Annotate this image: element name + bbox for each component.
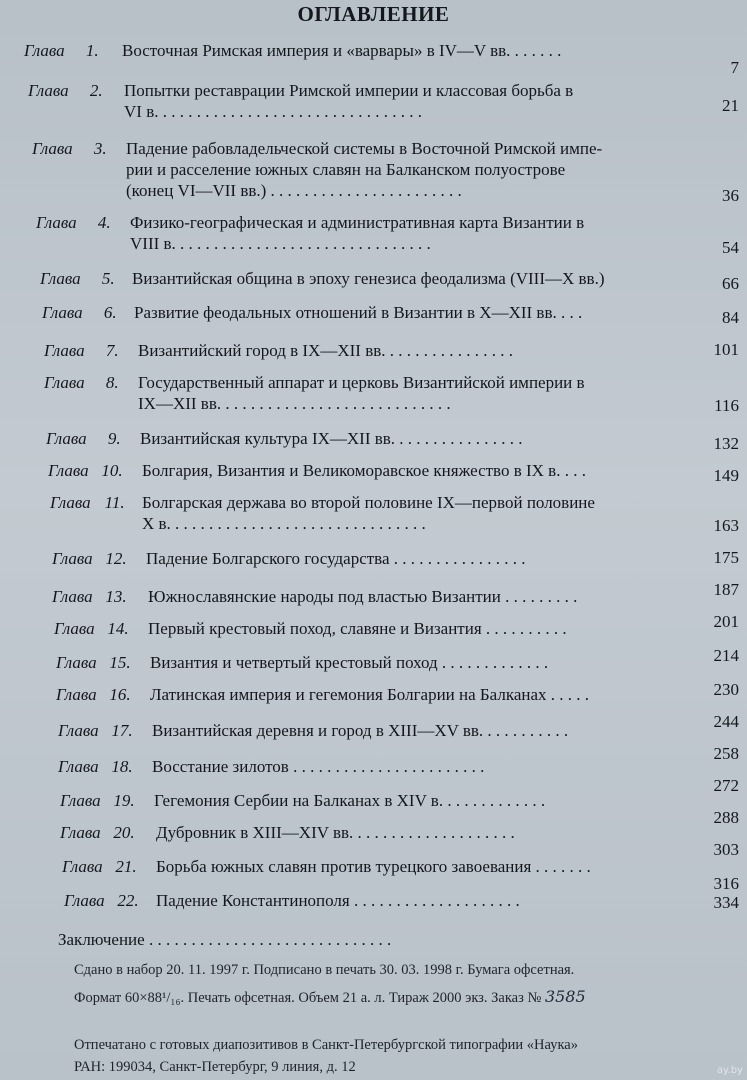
chapter-number: 6. [103, 303, 117, 322]
page-number: 272 [713, 776, 739, 795]
chapter-title [150, 684, 589, 705]
chapter-title-line: рии и расселение южных славян на Балканском полуострове [126, 160, 566, 179]
chapter-title-line: Восстание зилотов . . . . . . . . . . . . . . . . . . . . . . . [152, 757, 485, 776]
chapter-label [24, 40, 134, 61]
chapter-word: Глава [60, 823, 101, 842]
conclusion-entry [58, 930, 391, 950]
chapter-word: Глава [64, 891, 105, 910]
chapter-title [146, 548, 526, 569]
page-number: 54 [722, 238, 739, 257]
chapter-title [152, 720, 568, 741]
page-title: ОГЛАВЛЕНИЕ [297, 2, 450, 26]
chapter-title-line: Восточная Римская империя и «варвары» в IV—V вв. . . . . . . [122, 41, 562, 60]
chapter-label [52, 586, 162, 607]
chapter-number: 15. [109, 653, 131, 672]
chapter-number: 16. [109, 685, 131, 704]
page-number: 36 [722, 186, 739, 205]
chapter-title-line: Болгария, Византия и Великоморавское княжество в IX в. . . . [142, 461, 586, 480]
chapter-word: Глава [56, 653, 97, 672]
chapter-word: Глава [48, 461, 89, 480]
chapter-number: 14. [107, 619, 129, 638]
chapter-word: Глава [24, 41, 65, 60]
chapter-title-line: Болгарская держава во второй половине IX—первой половине [142, 493, 595, 512]
chapter-title [130, 212, 584, 254]
chapter-title-line: Латинская империя и гегемония Болгарии на Балканах . . . . . [150, 685, 590, 704]
imprint-line-4: РАН: 199034, Санкт-Петербург, 9 линия, д. 12 [74, 1059, 356, 1075]
chapter-title [122, 40, 561, 61]
chapter-number: 13. [105, 587, 127, 606]
chapter-number: 2. [89, 81, 103, 100]
chapter-number: 7. [105, 341, 119, 360]
chapter-title [126, 138, 602, 201]
chapter-title-line: IX—XII вв. . . . . . . . . . . . . . . . . . . . . . . . . . . . [138, 394, 451, 413]
chapter-title-line: Византия и четвертый крестовый поход . . . . . . . . . . . . . [150, 653, 549, 672]
chapter-word: Глава [42, 303, 83, 322]
chapter-label [28, 80, 138, 101]
chapter-word: Глава [44, 373, 85, 392]
page-number: 66 [722, 274, 739, 293]
chapter-number: 8. [105, 373, 119, 392]
imprint-format-text: Формат 60×88¹/₁₆. Печать офсетная. Объем 21 а. л. Тираж 2000 экз. Заказ № [74, 990, 542, 1006]
page-number: 187 [713, 580, 739, 599]
chapter-title-line: VIII в. . . . . . . . . . . . . . . . . . . . . . . . . . . . . . . [130, 234, 431, 253]
page-number: 288 [713, 808, 739, 827]
page-number: 214 [713, 646, 739, 665]
page-number: 163 [713, 516, 739, 535]
chapter-title [152, 756, 484, 777]
chapter-title [148, 618, 567, 639]
page-number: 201 [713, 612, 739, 631]
chapter-title-line: VI в. . . . . . . . . . . . . . . . . . . . . . . . . . . . . . . . [124, 102, 422, 121]
chapter-title [138, 340, 513, 361]
chapter-word: Глава [46, 429, 87, 448]
chapter-title [154, 790, 545, 811]
chapter-number: 10. [101, 461, 123, 480]
chapter-number: 3. [93, 139, 107, 158]
chapter-word: Глава [56, 685, 97, 704]
chapter-title-line: Византийский город в IX—XII вв. . . . . . . . . . . . . . . . [138, 341, 513, 360]
chapter-number: 18. [111, 757, 133, 776]
chapter-number: 5. [101, 269, 115, 288]
page-number: 116 [714, 396, 739, 415]
chapter-title [142, 460, 586, 481]
chapter-title-line: Падение Константинополя . . . . . . . . . . . . . . . . . . . . [156, 891, 520, 910]
page-number: 21 [722, 96, 739, 115]
chapter-word: Глава [58, 721, 99, 740]
chapter-title [156, 890, 520, 911]
conclusion-page-number: 334 [713, 893, 739, 912]
chapter-number: 11. [104, 493, 125, 512]
chapter-title [132, 268, 605, 289]
chapter-word: Глава [52, 549, 93, 568]
chapter-title-line: Первый крестовый поход, славяне и Византия . . . . . . . . . . [148, 619, 567, 638]
chapter-title [140, 428, 523, 449]
chapter-word: Глава [52, 587, 93, 606]
chapter-word: Глава [32, 139, 73, 158]
watermark: ay.by [716, 1065, 743, 1076]
chapter-title [148, 586, 577, 607]
chapter-number: 17. [111, 721, 133, 740]
chapter-title [156, 822, 515, 843]
page-number: 149 [713, 466, 739, 485]
chapter-number: 20. [113, 823, 135, 842]
chapter-title [150, 652, 548, 673]
page-number: 230 [713, 680, 739, 699]
chapter-number: 21. [115, 857, 137, 876]
chapter-title [134, 302, 582, 323]
chapter-title-line: Падение рабовладельческой системы в Восточной Римской импе- [126, 139, 603, 158]
chapter-number: 12. [105, 549, 127, 568]
chapter-word: Глава [50, 493, 91, 512]
conclusion-label: Заключение . . . . . . . . . . . . . . . . . . . . . . . . . . . . . [58, 930, 392, 949]
chapter-title-line: (конец VI—VII вв.) . . . . . . . . . . . . . . . . . . . . . . . [126, 181, 462, 200]
page-number: 258 [713, 744, 739, 763]
chapter-number: 1. [85, 41, 99, 60]
chapter-word: Глава [28, 81, 69, 100]
chapter-title-line: Падение Болгарского государства . . . . . . . . . . . . . . . . [146, 549, 526, 568]
chapter-title [142, 492, 595, 534]
page-number: 175 [713, 548, 739, 567]
chapter-number: 22. [117, 891, 139, 910]
chapter-title-line: Государственный аппарат и церковь Византийской империи в [138, 373, 585, 392]
chapter-title [124, 80, 573, 122]
chapter-word: Глава [54, 619, 95, 638]
imprint-line-2 [74, 987, 586, 1007]
order-number-handwritten: 3585 [544, 987, 586, 1006]
chapter-title-line: Византийская культура IX—XII вв. . . . . . . . . . . . . . . . [140, 429, 523, 448]
chapter-number: 4. [97, 213, 111, 232]
page-number: 7 [730, 58, 739, 77]
page-number: 101 [713, 340, 739, 359]
chapter-title-line: Развитие феодальных отношений в Византии в X—XII вв. . . . [134, 303, 583, 322]
chapter-title [156, 856, 591, 877]
imprint-line-3: Отпечатано с готовых диапозитивов в Санкт-Петербургской типографии «Наука» [74, 1037, 578, 1053]
chapter-title [138, 372, 585, 414]
chapter-title-line: Византийская деревня и город в XIII—XV вв. . . . . . . . . . . [152, 721, 569, 740]
chapter-title-line: Попытки реставрации Римской империи и классовая борьба в [124, 81, 574, 100]
chapter-number: 9. [107, 429, 121, 448]
chapter-label [60, 822, 170, 843]
page-number: 132 [713, 434, 739, 453]
page-number: 316 [713, 874, 739, 893]
chapter-word: Глава [62, 857, 103, 876]
chapter-title-line: X в. . . . . . . . . . . . . . . . . . . . . . . . . . . . . . . [142, 514, 426, 533]
chapter-title-line: Физико-географическая и административная карта Византии в [130, 213, 585, 232]
chapter-word: Глава [60, 791, 101, 810]
chapter-word: Глава [44, 341, 85, 360]
chapter-number: 19. [113, 791, 135, 810]
chapter-title-line: Византийская община в эпоху генезиса феодализма (VIII—X вв.) [132, 269, 605, 288]
chapter-title-line: Дубровник в XIII—XIV вв. . . . . . . . . . . . . . . . . . . . [156, 823, 515, 842]
chapter-word: Глава [36, 213, 77, 232]
page-number: 244 [713, 712, 739, 731]
page-number: 303 [713, 840, 739, 859]
imprint-line-1: Сдано в набор 20. 11. 1997 г. Подписано в печать 30. 03. 1998 г. Бумага офсетная. [74, 962, 575, 978]
chapter-title-line: Борьба южных славян против турецкого завоевания . . . . . . . [156, 857, 591, 876]
page-number: 84 [722, 308, 739, 327]
chapter-title-line: Южнославянские народы под властью Византии . . . . . . . . . [148, 587, 578, 606]
chapter-word: Глава [40, 269, 81, 288]
chapter-word: Глава [58, 757, 99, 776]
chapter-title-line: Гегемония Сербии на Балканах в XIV в. . . . . . . . . . . . . [154, 791, 546, 810]
